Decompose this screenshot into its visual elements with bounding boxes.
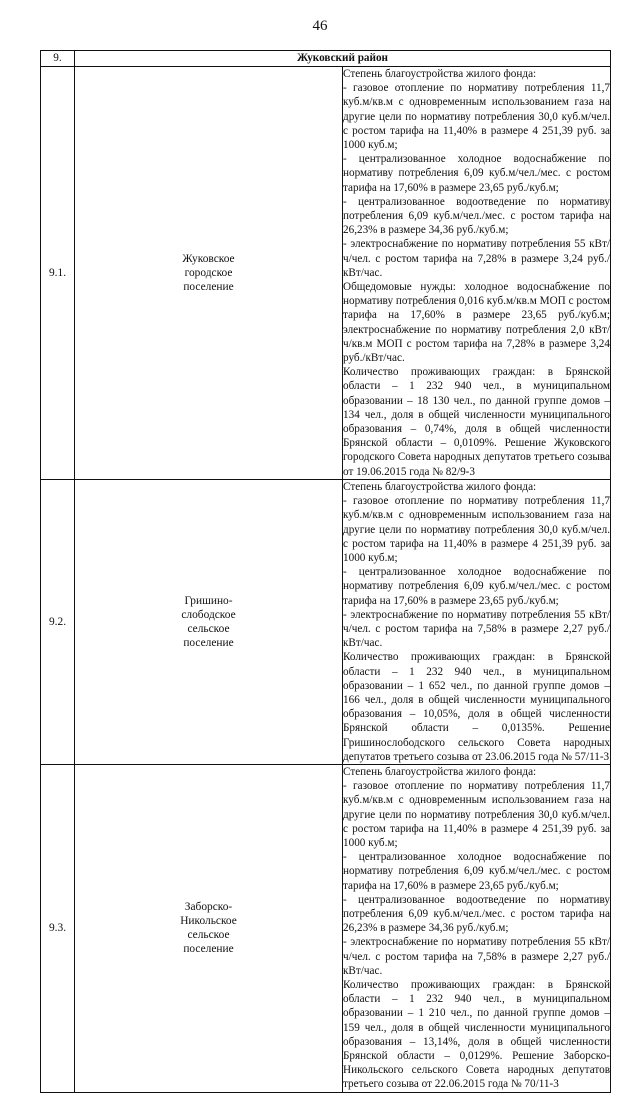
description-paragraph: Степень благоустройства жилого фонда:	[343, 765, 537, 778]
description-paragraph: Степень благоустройства жилого фонда:	[343, 68, 537, 80]
description-paragraph: - газовое отопление по нормативу потребления 11,7 куб.м/кв.м с одновременным использованием газа на другие цели по нормативу потребления 30,0 куб.м/чел. с ростом тарифа на 11,40% в размере 4 251,39 руб. за 1000 куб.м;	[343, 780, 610, 849]
settlement-name-line: Никольское	[180, 915, 237, 928]
description-paragraph: Количество проживающих граждан: в Брянской области – 1 232 940 чел., в муниципальном образовании – 1 210 чел., по данной группе домов – 159 чел., доля в общей численности муниципального образования – 13,14%, доля в общей численности Брянской области – 0,0129%. Решение Заборско-Никольского сельского Совета народных депутатов третьего созыва от 22.06.2015 года № 70/11-3	[343, 979, 610, 1091]
row-number: 9.3.	[48, 922, 67, 935]
settlement-name-line: поселение	[183, 637, 234, 650]
settlement-name-line: Гришино-	[184, 594, 233, 607]
section-title: Жуковский район	[75, 51, 611, 67]
description-paragraph: - газовое отопление по нормативу потребления 11,7 куб.м/кв.м с одновременным использованием газа на другие цели по нормативу потребления 30,0 куб.м/чел. с ростом тарифа на 11,40% в размере 4 251,39 руб. за 1000 куб.м;	[343, 495, 610, 564]
description-paragraph: - централизованное водоотведение по нормативу потребления 6,09 куб.м/чел./мес. с ростом тарифа на 26,23% в размере 34,36 руб./куб.м;	[343, 893, 610, 935]
settlement-name-line: сельское	[187, 929, 230, 942]
row-number: 9.1.	[48, 266, 67, 279]
description-paragraph: - централизованное холодное водоснабжение по нормативу потребления 6,09 куб.м/чел./мес. с ростом тарифа на 17,60% в размере 23,65 руб./куб.м;	[343, 851, 610, 892]
description-paragraph: - электроснабжение по нормативу потребления 55 кВт/ч/чел. с ростом тарифа на 7,28% в размере 3,24 руб./кВт/час.	[343, 238, 610, 279]
description-paragraph: - электроснабжение по нормативу потребления 55 кВт/ч/чел. с ростом тарифа на 7,58% в размере 2,27 руб./кВт/час.	[343, 936, 610, 977]
table-header-row	[41, 51, 611, 67]
settlement-name-line: городское	[184, 266, 233, 279]
description-paragraph: Общедомовые нужды: холодное водоснабжение по нормативу потребления 0,016 куб.м/кв.м МОП с ростом тарифа на 17,60% в размере 23,65 руб./куб.м; электроснабжение по нормативу потребления 2,0 кВт/ч/кв.м МОП с ростом тарифа на 7,28% в размере 3,24 руб./кВт/час.	[343, 281, 610, 365]
description-paragraph: - газовое отопление по нормативу потребления 11,7 куб.м/кв.м с одновременным использованием газа на другие цели по нормативу потребления 30,0 куб.м/чел. с ростом тарифа на 11,40% в размере 4 251,39 руб. за 1000 куб.м;	[343, 82, 610, 152]
settlement-name-line: поселение	[183, 943, 234, 956]
description-paragraph: - централизованное холодное водоснабжение по нормативу потребления 6,09 куб.м/чел./мес. с ростом тарифа на 17,60% в размере 23,65 руб./куб.м;	[343, 566, 610, 607]
description-paragraph: - электроснабжение по нормативу потребления 55 кВт/ч/чел. с ростом тарифа на 7,58% в размере 2,27 руб./кВт/час.	[343, 608, 610, 650]
settlement-name-line: Заборско-	[184, 900, 233, 913]
description-paragraph: - централизованное водоотведение по нормативу потребления 6,09 куб.м/чел./мес. с ростом тарифа на 26,23% в размере 34,36 руб./куб.м;	[343, 195, 610, 237]
row-description	[343, 479, 611, 764]
tariff-table	[40, 50, 611, 1093]
row-description	[343, 67, 611, 480]
description-paragraph: - централизованное холодное водоснабжение по нормативу потребления 6,09 куб.м/чел./мес. с ростом тарифа на 17,60% в размере 23,65 руб./куб.м;	[343, 153, 610, 194]
table-row	[41, 67, 611, 480]
section-number: 9.	[41, 51, 75, 67]
settlement-name-line: сельское	[187, 622, 230, 635]
settlement-name-line: поселение	[183, 281, 234, 294]
description-paragraph: Степень благоустройства жилого фонда:	[343, 480, 537, 493]
description-paragraph: Количество проживающих граждан: в Брянской области – 1 232 940 чел., в муниципальном образовании – 1 652 чел., по данной группе домов – 166 чел., доля в общей численности муниципального образования – 10,05%, доля в общей численности Брянской области – 0,0135%. Решение Гришинослободского сельского Совета народных депутатов третьего созыва от 23.06.2015 года № 57/11-3	[343, 651, 610, 763]
table-row	[41, 764, 611, 1092]
row-number: 9.2.	[48, 615, 67, 628]
page-number: 46	[312, 18, 328, 34]
settlement-name-line: слободское	[181, 608, 236, 621]
row-description	[343, 764, 611, 1092]
settlement-name-line: Жуковское	[182, 252, 235, 265]
table-row	[41, 479, 611, 764]
description-paragraph: Количество проживающих граждан: в Брянской области – 1 232 940 чел., в муниципальном образовании – 18 130 чел., по данной группе домов – 134 чел., доля в общей численности муниципального образования – 0,74%, доля в общей численности Брянской области – 0,0109%. Решение Жуковского городского Совета народных депутатов третьего созыва от 19.06.2015 года № 82/9-3	[343, 366, 610, 478]
